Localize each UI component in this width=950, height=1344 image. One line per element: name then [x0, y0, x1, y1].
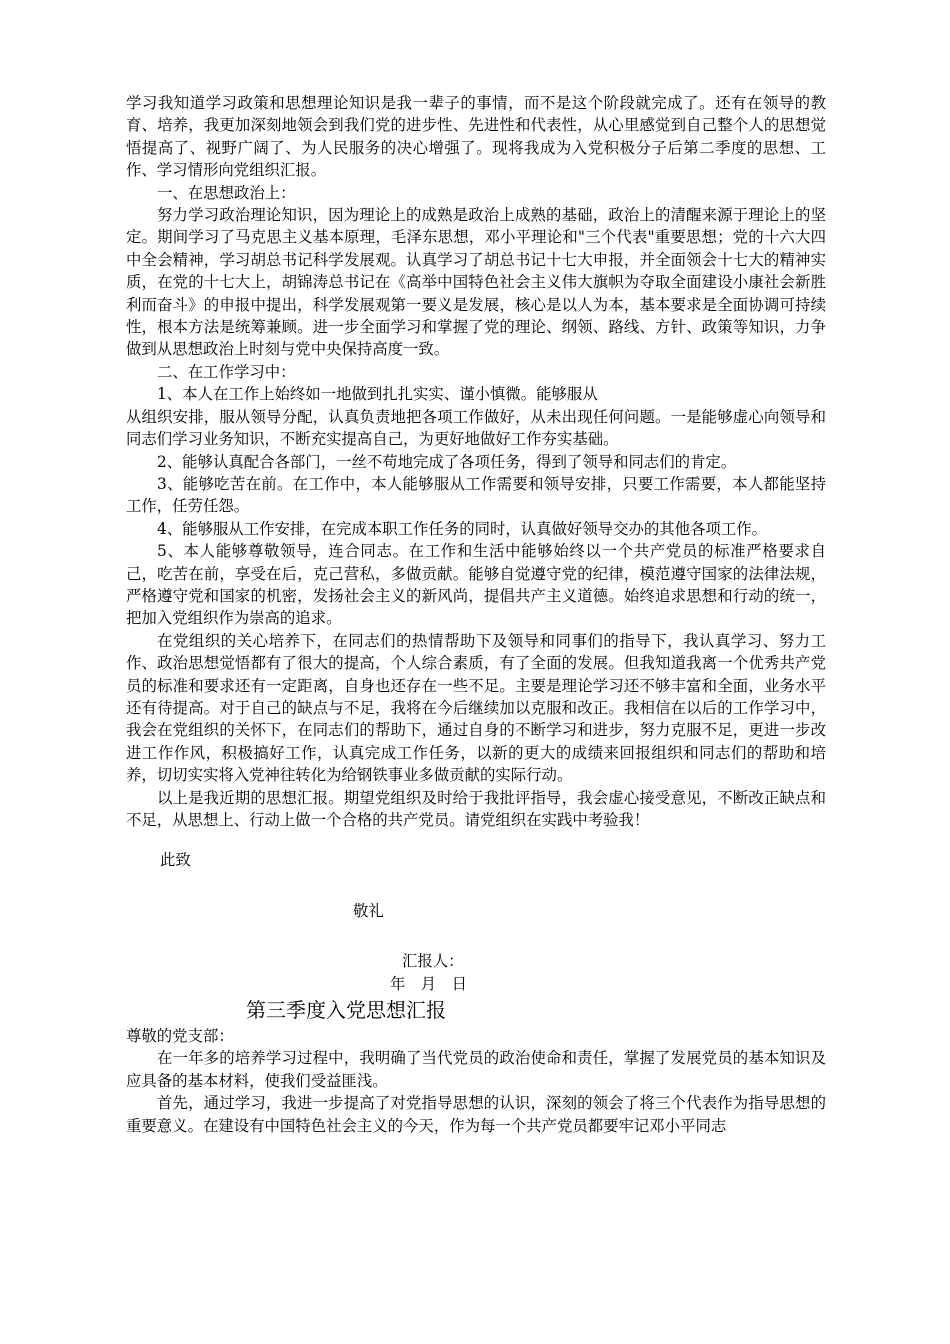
closing-cizhi: 此致	[160, 851, 191, 870]
spacer	[126, 831, 826, 849]
list-item-1-cont: 从组织安排，服从领导分配，认真负责地把各项工作做好，从未出现任何问题。一是能够虚心向领导和同志们学习业务知识，不断充实提高自己，为更好地做好工作夯实基础。	[126, 407, 826, 449]
signature-reporter: 汇报人：	[402, 952, 464, 971]
paragraph-r2-1: 在一年多的培养学习过程中，我明确了当代党员的政治使命和责任，掌握了发展党员的基本知识及应具备的基本材料，使我们受益匪浅。	[126, 1049, 826, 1090]
signature-date: 年 月 日	[390, 974, 467, 993]
closing-jingli: 敬礼	[353, 901, 384, 920]
heading-politics: 一、在思想政治上：	[157, 183, 296, 202]
report-title: 第三季度入党思想汇报	[246, 998, 446, 1023]
list-item-1-start: 1、本人在工作上始终如一地做到扎扎实实、谨小慎微。能够服从	[157, 385, 598, 404]
document-page	[126, 92, 826, 1137]
paragraph-r2-2: 首先，通过学习，我进一步提高了对党指导思想的认识，深刻的领会了将三个代表作为指导思想的重要意义。在建设有中国特色社会主义的今天，作为每一个共产党员都要牢记邓小平同志	[126, 1094, 826, 1135]
list-item-3: 3、能够吃苦在前。在工作中，本人能够服从工作需要和领导安排，只要工作需要，本人都能坚持工作，任劳任怨。	[126, 474, 826, 516]
list-item-2: 2、能够认真配合各部门，一丝不苟地完成了各项任务，得到了领导和同志们的肯定。	[157, 452, 737, 471]
spacer	[126, 872, 826, 900]
list-item-4: 4、能够服从工作安排，在完成本职工作任务的同时，认真做好领导交办的其他各项工作。	[157, 519, 768, 538]
paragraph-intro: 学习我知道学习政策和思想理论知识是我一辈子的事情，而不是这个阶段就完成了。还有在领导的教育、培养，我更加深刻地领会到我们党的进步性、先进性和代表性，从心里感觉到自己整个人的思想觉悟提高了、视野广阔了、为人民服务的决心增强了。现将我成为入党积极分子后第二季度的思想、工作、学习情形向党组织汇报。	[126, 94, 826, 180]
paragraph-closing: 以上是我近期的思想汇报。期望党组织及时给于我批评指导，我会虚心接受意见，不断改正缺点和不足，从思想上、行动上做一个合格的共产党员。请党组织在实践中考验我！	[126, 788, 826, 829]
salutation: 尊敬的党支部：	[126, 1027, 234, 1046]
heading-work: 二、在工作学习中：	[157, 362, 296, 381]
spacer	[126, 922, 826, 950]
list-item-5: 5、本人能够尊敬领导，连合同志。在工作和生活中能够始终以一个共产党员的标准严格要求自己，吃苦在前，享受在后，克己营私，多做贡献。能够自觉遵守党的纪律，模范遵守国家的法律法规，严格遵守党和国家的机密，发扬社会主义的新风尚，提倡共产主义道德。始终追求思想和行动的统一，把加入党组织作为崇高的追求。	[126, 542, 826, 628]
paragraph-summary: 在党组织的关心培养下，在同志们的热情帮助下及领导和同事们的指导下，我认真学习、努力工作、政治思想觉悟都有了很大的提高，个人综合素质，有了全面的发展。但我知道我离一个优秀共产党员的标准和要求还有一定距离，自身也还存在一些不足。主要是理论学习还不够丰富和全面，业务水平还有待提高。对于自己的缺点与不足，我将在今后继续加以克服和改正。我相信在以后的工作学习中，我会在党组织的关怀下，在同志们的帮助下，通过自身的不断学习和进步，努力克服不足，更进一步改进工作作风，积极搞好工作，认真完成工作任务，以新的更大的成绩来回报组织和同志们的帮助和培养，切切实实将入党神往转化为给钢铁事业多做贡献的实际行动。	[126, 631, 826, 785]
paragraph-politics: 努力学习政治理论知识，因为理论上的成熟是政治上成熟的基础，政治上的清醒来源于理论上的坚定。期间学习了马克思主义基本原理，毛泽东思想，邓小平理论和"三个代表"重要思想；党的十六大四中全会精神，学习胡总书记科学发展观。认真学习了胡总书记十七大申报，并全面领会十七大的精神实质，在党的十七大上，胡锦涛总书记在《高举中国特色社会主义伟大旗帜为夺取全面建设小康社会新胜利而奋斗》的申报中提出，科学发展观第一要义是发展，核心是以人为本，基本要求是全面协调可持续性，根本方法是统筹兼顾。进一步全面学习和掌握了党的理论、纲领、路线、方针、政策等知识，力争做到从思想政治上时刻与党中央保持高度一致。	[126, 206, 826, 359]
